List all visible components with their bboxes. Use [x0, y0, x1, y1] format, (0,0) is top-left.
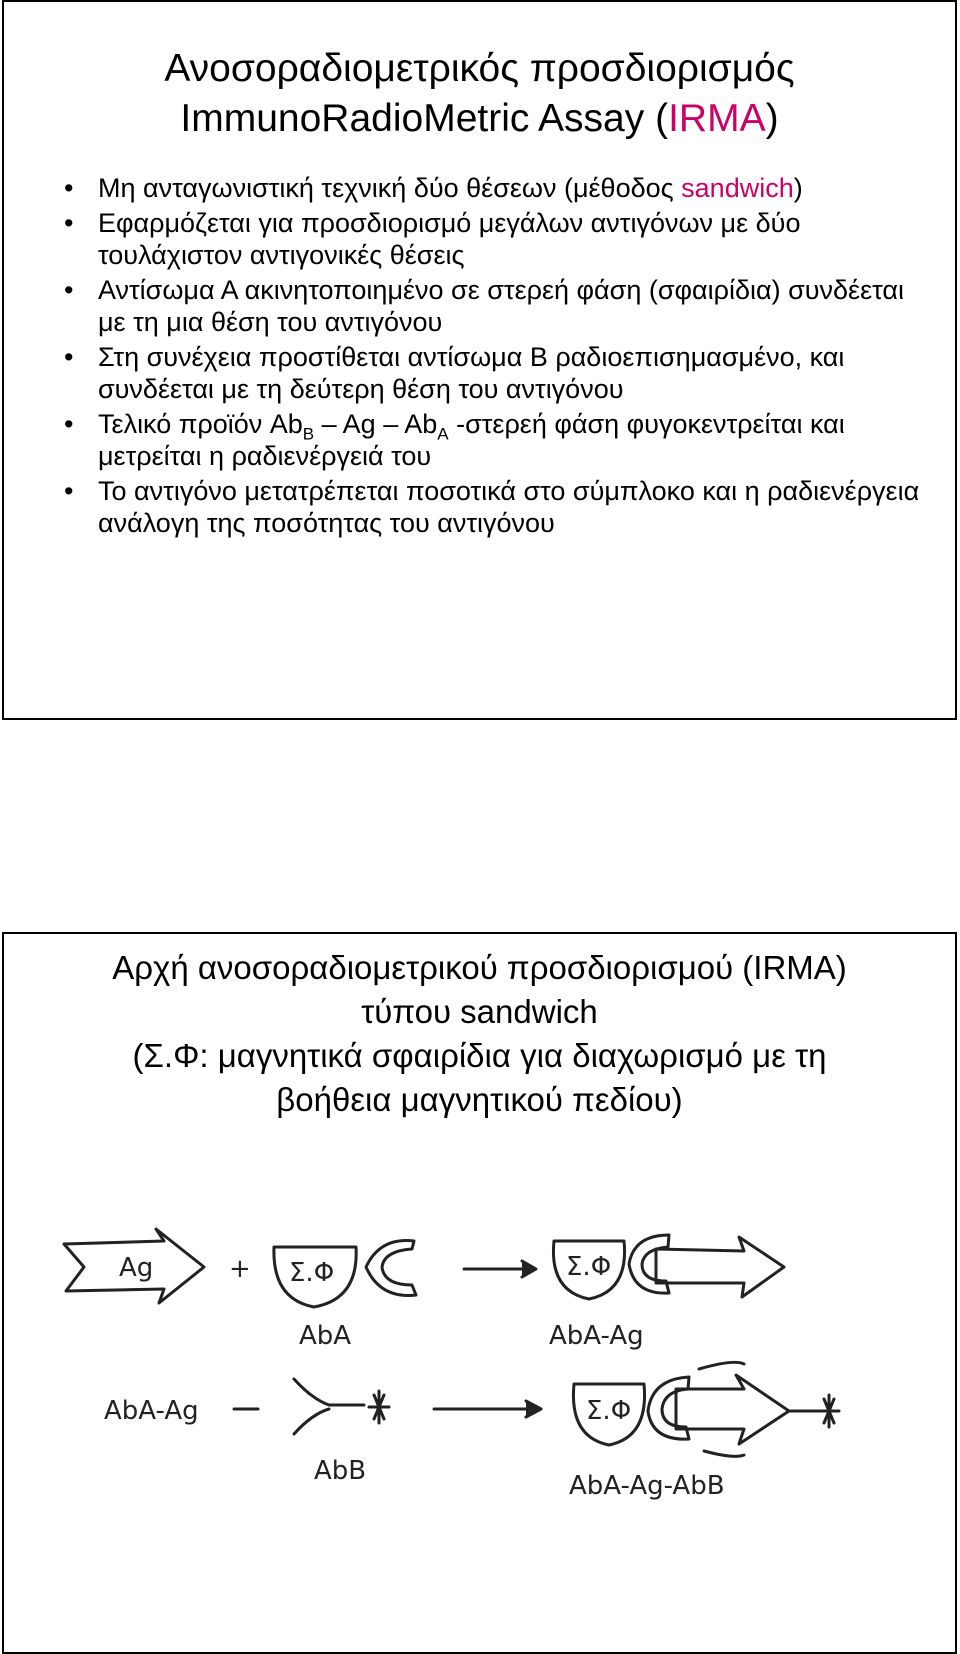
solid-phase-label-1: Σ.Φ	[289, 1258, 335, 1288]
subscript-a: A	[437, 424, 449, 444]
bullet-accent: sandwich	[681, 173, 794, 203]
bullet-text: Στη συνέχεια προστίθεται αντίσωμα Β ραδιοεπισημασμένο, και συνδέεται με τη δεύτερη θέση του αντιγόνου	[98, 342, 845, 404]
title-line: Αρχή ανοσοραδιομετρικού προσδιορισμού (IRMA)	[112, 949, 847, 986]
bullet-text-end: -στερεή φάση φυγοκεντρείται και μετρείται η ραδιενέργειά του	[98, 409, 845, 471]
bullet-text: Τελικό προϊόν Ab	[98, 409, 303, 439]
title-english	[4, 94, 955, 144]
reaction-arrowhead-2	[526, 1401, 541, 1417]
label-star-2	[819, 1395, 839, 1427]
antigen-arrow-shape-2	[656, 1237, 784, 1297]
bullet-text-end: )	[793, 173, 803, 203]
ab-a-ag-reactant-label: AbA-Ag	[104, 1396, 199, 1426]
antibody-b-shape	[294, 1379, 364, 1434]
title-english-close: )	[765, 97, 779, 140]
bullet-dot: •	[64, 409, 74, 439]
title-greek: Ανοσοραδιομετρικός προσδιορισμός	[164, 47, 795, 90]
title-line: (Σ.Φ: μαγνητικά σφαιρίδια για διαχωρισμό με τη	[132, 1037, 827, 1074]
bullet-item	[62, 475, 932, 539]
bullet-dot: •	[64, 173, 74, 203]
antibody-b-attached	[699, 1362, 819, 1456]
bullet-dot: •	[64, 275, 74, 305]
label-star-1	[369, 1391, 389, 1423]
bullet-text-mid: – Ag – Ab	[314, 409, 438, 439]
bullet-item	[62, 341, 932, 405]
bullet-item	[62, 172, 932, 204]
irma-diagram	[44, 1219, 924, 1609]
solid-phase-label-2: Σ.Φ	[566, 1252, 612, 1282]
bullet-item	[62, 274, 932, 338]
antigen-label: Ag	[119, 1253, 154, 1283]
title-english-text: ImmunoRadioMetric Assay (	[180, 97, 669, 140]
subscript-b: B	[302, 424, 315, 444]
bullet-text: Μη ανταγωνιστική τεχνική δύο θέσεων (μέθοδος	[98, 173, 682, 203]
ab-b-label: AbB	[314, 1456, 367, 1486]
slide-2-title	[4, 946, 955, 1122]
bullet-list	[62, 172, 932, 542]
title-line: βοήθεια μαγνητικού πεδίου)	[276, 1081, 683, 1118]
antigen-arrow-shape-3	[676, 1375, 789, 1444]
bullet-item	[62, 207, 932, 271]
bullet-text: Αντίσωμα Α ακινητοποιημένο σε στερεή φάση (σφαιρίδια) συνδέεται με τη μια θέση του αντιγόνου	[98, 275, 905, 337]
title-line: τύπου sandwich	[361, 993, 598, 1030]
plus-sign-1: +	[229, 1254, 251, 1284]
reaction-arrowhead-1	[522, 1261, 536, 1277]
bullet-text: Εφαρμόζεται για προσδιορισμό μεγάλων αντιγόνων με δύο τουλάχιστον αντιγονικές θέσεις	[98, 208, 801, 270]
solid-phase-label-3: Σ.Φ	[586, 1396, 632, 1426]
bullet-dot: •	[64, 476, 74, 506]
slide-1	[2, 0, 957, 720]
antibody-a-shape-1	[366, 1241, 416, 1296]
slide-1-title	[4, 44, 955, 144]
complex-label: AbA-Ag-AbB	[569, 1471, 725, 1501]
ab-a-ag-label: AbA-Ag	[549, 1321, 644, 1351]
ab-a-label: AbA	[299, 1321, 352, 1351]
bullet-dot: •	[64, 342, 74, 372]
title-acronym: IRMA	[668, 97, 766, 140]
bullet-text: Το αντιγόνο μετατρέπεται ποσοτικά στο σύμπλοκο και η ραδιενέργεια ανάλογη της ποσότητας του αντιγόνου	[98, 476, 920, 538]
bullet-dot: •	[64, 208, 74, 238]
bullet-item	[62, 408, 932, 472]
slide-2	[2, 932, 957, 1654]
